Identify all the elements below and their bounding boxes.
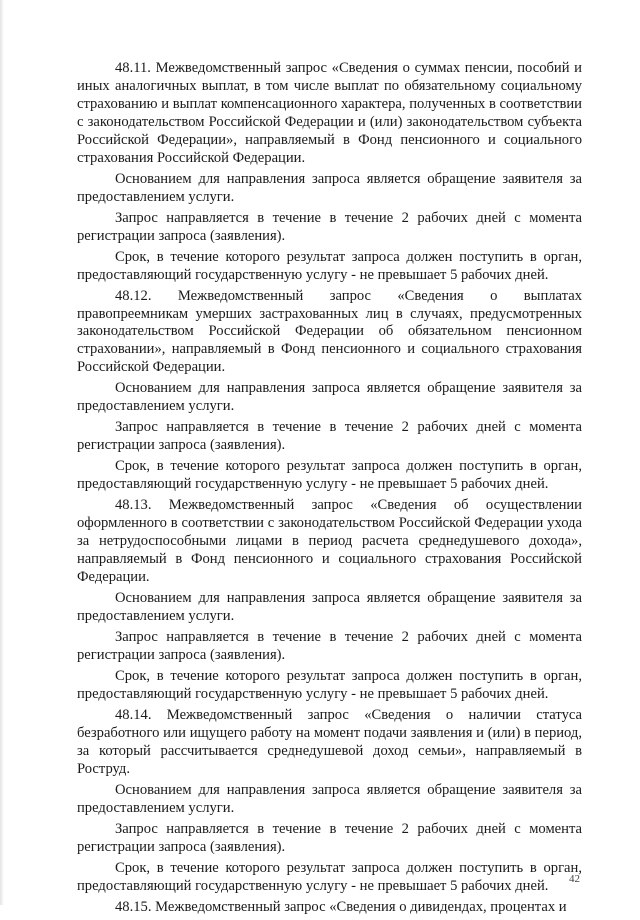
- paragraph-basis: Основанием для направления запроса является обращение заявителя за предоставлением услуги.: [77, 590, 582, 624]
- paragraph-basis: Основанием для направления запроса является обращение заявителя за предоставлением услуги.: [77, 170, 582, 205]
- paragraph-basis: Основанием для направления запроса является обращение заявителя за предоставлением услуги.: [77, 781, 582, 816]
- paragraph-response-deadline: Срок, в течение которого результат запроса должен поступить в орган, предоставляющий государственную услугу - не превышает 5 рабочих дней.: [77, 668, 582, 702]
- paragraph-request-timing: Запрос направляется в течение в течение 2 рабочих дней с момента регистрации запроса (заявления).: [77, 419, 582, 454]
- paragraph-request-timing: Запрос направляется в течение в течение 2 рабочих дней с момента регистрации запроса (заявления).: [77, 209, 582, 244]
- page-binding-edge: [0, 0, 4, 905]
- paragraph-48-11: 48.11. Межведомственный запрос «Сведения о суммах пенсии, пособий и иных аналогичных выплат, в том числе выплат по обязательному социальному страхованию и выплат компенсационного характера, полученных в соответствии с законодательством Российской Федерации и (или) законодательством субъекта Российской Федерации», направляемый в Фонд пенсионного и социального страхования Российской Федерации.: [77, 60, 582, 166]
- page-number: 42: [569, 873, 580, 885]
- paragraph-48-14: 48.14. Межведомственный запрос «Сведения о наличии статуса безработного или ищущего работу на момент подачи заявления и (или) в период, за который рассчитывается среднедушевой доход семьи», направляемый в Роструд.: [77, 707, 582, 777]
- paragraph-response-deadline: Срок, в течение которого результат запроса должен поступить в орган, предоставляющий государственную услугу - не превышает 5 рабочих дней.: [77, 248, 582, 283]
- paragraph-basis: Основанием для направления запроса является обращение заявителя за предоставлением услуги.: [77, 380, 582, 415]
- paragraph-48-15: 48.15. Межведомственный запрос «Сведения о дивидендах, процентах и: [115, 898, 567, 915]
- paragraph-response-deadline: Срок, в течение которого результат запроса должен поступить в орган, предоставляющий государственную услугу - не превышает 5 рабочих дней.: [77, 458, 582, 493]
- paragraph-request-timing: Запрос направляется в течение в течение 2 рабочих дней с момента регистрации запроса (заявления).: [77, 629, 582, 663]
- paragraph-response-deadline: Срок, в течение которого результат запроса должен поступить в орган, предоставляющий государственную услугу - не превышает 5 рабочих дней.: [77, 859, 582, 894]
- paragraph-48-13: 48.13. Межведомственный запрос «Сведения об осуществлении оформленного в соответствии с законодательством Российской Федерации ухода за нетрудоспособными лицами в период расчета среднедушевого дохода», направляемый в Фонд пенсионного и социального страхования Российской Федерации.: [77, 497, 582, 585]
- document-body: [77, 60, 582, 920]
- paragraph-48-12: 48.12. Межведомственный запрос «Сведения о выплатах правопреемникам умерших застрахованных лиц в случаях, предусмотренных законодательством Российской Федерации об обязательном пенсионном страховании», направляемый в Фонд пенсионного и социального страхования Российской Федерации.: [77, 287, 582, 376]
- paragraph-request-timing: Запрос направляется в течение в течение 2 рабочих дней с момента регистрации запроса (заявления).: [77, 820, 582, 855]
